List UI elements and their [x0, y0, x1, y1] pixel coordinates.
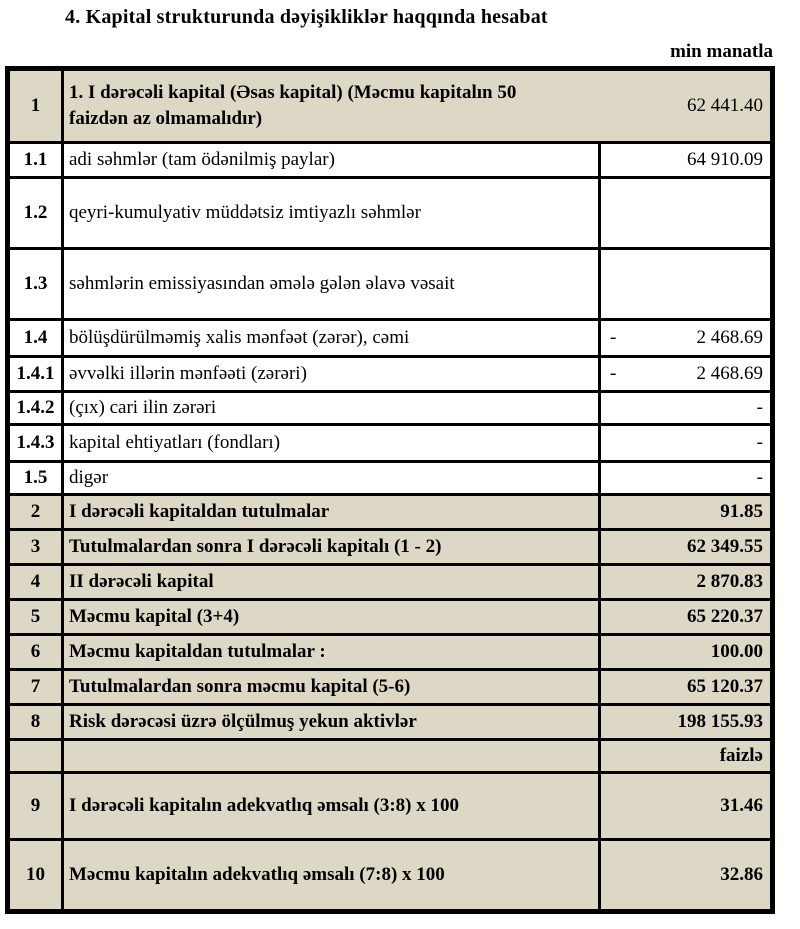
row-label: Məcmu kapitalın adekvatlıq əmsalı (7:8) x 100: [63, 840, 600, 912]
row-value: [600, 178, 773, 249]
row-value: 65 120.37: [600, 670, 773, 705]
table-row: [8, 425, 773, 462]
row-no: [8, 740, 63, 773]
row-value: 62 441.40: [687, 95, 763, 116]
row-value: 91.85: [600, 495, 773, 530]
table-row: [8, 773, 773, 840]
row-no: 10: [8, 840, 63, 912]
table-row: [8, 178, 773, 249]
row-value: 100.00: [600, 635, 773, 670]
table-row: [8, 320, 773, 357]
row-no: 2: [8, 495, 63, 530]
unit-label: min manatla: [670, 41, 773, 62]
row-label: kapital ehtiyatları (fondları): [63, 425, 600, 462]
row-value: 65 220.37: [600, 600, 773, 635]
row-no: 1.1: [8, 143, 63, 178]
row-label: əvvəlki illərin mənfəəti (zərəri): [63, 357, 600, 392]
row-label: qeyri-kumulyativ müddətsiz imtiyazlı səhmlər: [63, 178, 600, 249]
row-label: II dərəcəli kapital: [63, 565, 600, 600]
row-label: Risk dərəcəsi üzrə ölçülmuş yekun aktivlər: [63, 705, 600, 740]
row-no: 1.4.2: [8, 392, 63, 425]
row-label: Tutulmalardan sonra I dərəcəli kapitalı (1 - 2): [63, 530, 600, 565]
row-label: [63, 740, 600, 773]
row-no: 1.4: [8, 320, 63, 357]
table-row-percent-header: [8, 740, 773, 773]
table-row: [8, 670, 773, 705]
row-value: 198 155.93: [600, 705, 773, 740]
row-no: 5: [8, 600, 63, 635]
row-label: 1. I dərəcəli kapital (Əsas kapital) (Məcmu kapitalın 50 faizdən az olmamalıdır): [69, 82, 517, 129]
table-row: [8, 69, 773, 143]
row-value: -: [600, 462, 773, 495]
row-label-value-merged: [63, 69, 773, 143]
row-value: faizlə: [600, 740, 773, 773]
row-no: 1: [8, 69, 63, 143]
row-value: 2 870.83: [600, 565, 773, 600]
row-value: - 2 468.69: [600, 357, 773, 392]
table-row: [8, 600, 773, 635]
row-no: 1.4.3: [8, 425, 63, 462]
row-label: Məcmu kapitaldan tutulmalar :: [63, 635, 600, 670]
row-no: 4: [8, 565, 63, 600]
row-value: -: [600, 392, 773, 425]
table-row: [8, 840, 773, 912]
row-no: 1.3: [8, 249, 63, 320]
table-row: [8, 249, 773, 320]
table-row: [8, 392, 773, 425]
page-title: 4. Kapital strukturunda dəyişikliklər haqqında hesabat: [65, 6, 548, 28]
table-row: [8, 143, 773, 178]
row-label: I dərəcəli kapitalın adekvatlıq əmsalı (3:8) x 100: [63, 773, 600, 840]
row-value: - 2 468.69: [600, 320, 773, 357]
table-row: [8, 635, 773, 670]
row-label: səhmlərin emissiyasından əmələ gələn əlavə vəsait: [63, 249, 600, 320]
row-no: 3: [8, 530, 63, 565]
row-value: 64 910.09: [600, 143, 773, 178]
row-no: 6: [8, 635, 63, 670]
table-row: [8, 462, 773, 495]
row-label: digər: [63, 462, 600, 495]
row-no: 9: [8, 773, 63, 840]
row-value: [600, 249, 773, 320]
table-row: [8, 705, 773, 740]
capital-structure-table: [5, 66, 775, 914]
row-value: 31.46: [600, 773, 773, 840]
row-value: -: [600, 425, 773, 462]
row-no: 1.5: [8, 462, 63, 495]
table-row: [8, 565, 773, 600]
row-label: I dərəcəli kapitaldan tutulmalar: [63, 495, 600, 530]
row-value: 32.86: [600, 840, 773, 912]
table-row: [8, 357, 773, 392]
row-no: 1.4.1: [8, 357, 63, 392]
row-value: 62 349.55: [600, 530, 773, 565]
row-no: 8: [8, 705, 63, 740]
table-row: [8, 495, 773, 530]
row-no: 1.2: [8, 178, 63, 249]
row-no: 7: [8, 670, 63, 705]
row-label: Tutulmalardan sonra məcmu kapital (5-6): [63, 670, 600, 705]
row-label: adi səhmlər (tam ödənilmiş paylar): [63, 143, 600, 178]
row-label: (çıx) cari ilin zərəri: [63, 392, 600, 425]
table-row: [8, 530, 773, 565]
row-label: bölüşdürülməmiş xalis mənfəət (zərər), cəmi: [63, 320, 600, 357]
row-label: Məcmu kapital (3+4): [63, 600, 600, 635]
